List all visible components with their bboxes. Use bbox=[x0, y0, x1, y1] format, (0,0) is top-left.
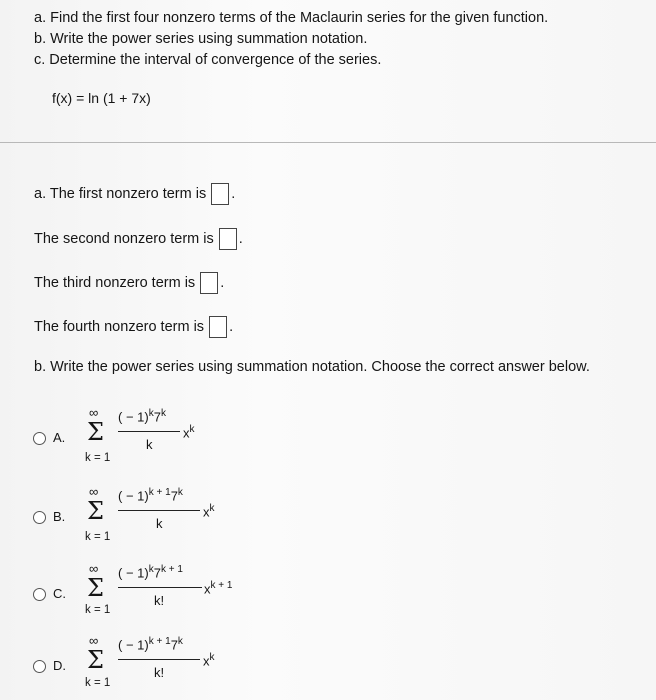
option-d-numerator: ( − $1)^{k + 1}7^k$ bbox=[118, 636, 183, 653]
fourth-term-answer-box[interactable] bbox=[209, 316, 227, 338]
option-a-letter: A. bbox=[53, 430, 66, 445]
third-term-answer-box[interactable] bbox=[200, 272, 218, 294]
first-term-row bbox=[34, 183, 235, 205]
third-term-label: The third nonzero term is bbox=[34, 275, 196, 291]
option-a-x-term: $x^k$ bbox=[183, 424, 195, 441]
option-a-numerator: ( − $1)^k7^k$ bbox=[118, 408, 166, 425]
instruction-a: a. Find the first four nonzero terms of the Maclaurin series for the given function. bbox=[34, 10, 549, 26]
option-b-denominator: k bbox=[156, 516, 163, 531]
option-b-sigma: Σ bbox=[87, 497, 104, 525]
option-c-radio[interactable] bbox=[33, 588, 46, 601]
part-b-prompt: b. Write the power series using summation notation. Choose the correct answer below. bbox=[34, 359, 590, 375]
option-c-letter: C. bbox=[53, 586, 66, 601]
option-b-upper-limit: ∞ bbox=[89, 484, 100, 499]
option-b-numerator: ( − $1)^{k + 1}7^k$ bbox=[118, 487, 183, 504]
option-c-denominator: k! bbox=[154, 593, 165, 608]
second-term-period: . bbox=[238, 231, 243, 247]
option-c-upper-limit: ∞ bbox=[89, 561, 100, 576]
section-divider bbox=[0, 142, 656, 143]
option-d-lower-limit: k = 1 bbox=[85, 677, 111, 689]
option-b-x-term: $x^k$ bbox=[203, 503, 215, 520]
option-b-fraction-bar bbox=[118, 510, 200, 511]
second-term-label: The second nonzero term is bbox=[34, 231, 214, 247]
second-term-answer-box[interactable] bbox=[219, 228, 237, 250]
fourth-term-label: The fourth nonzero term is bbox=[34, 319, 205, 335]
option-a-denominator: k bbox=[146, 437, 153, 452]
option-a-upper-limit: ∞ bbox=[89, 405, 100, 420]
option-d-x-term: $x^k$ bbox=[203, 652, 215, 669]
option-a-fraction-bar bbox=[118, 431, 180, 432]
option-c-x-term: $x^{k + 1}$ bbox=[204, 580, 233, 597]
option-d-fraction-bar bbox=[118, 659, 200, 660]
option-b-letter: B. bbox=[53, 509, 66, 524]
option-c-lower-limit: k = 1 bbox=[85, 604, 111, 616]
option-c-sigma: Σ bbox=[87, 574, 104, 602]
instruction-c: c. Determine the interval of convergence of the series. bbox=[34, 52, 382, 68]
option-a-radio[interactable] bbox=[33, 432, 46, 445]
option-d-radio[interactable] bbox=[33, 660, 46, 673]
instruction-b: b. Write the power series using summation notation. bbox=[34, 31, 368, 47]
first-term-period: . bbox=[231, 186, 236, 202]
first-term-answer-box[interactable] bbox=[211, 183, 229, 205]
first-term-label: a. The first nonzero term is bbox=[34, 186, 207, 202]
third-term-period: . bbox=[220, 275, 225, 291]
fourth-term-row bbox=[34, 316, 233, 338]
option-d-upper-limit: ∞ bbox=[89, 633, 100, 648]
option-d-letter: D. bbox=[53, 658, 66, 673]
option-d-sigma: Σ bbox=[87, 646, 104, 674]
given-function: f(x) = ln (1 + 7x) bbox=[52, 90, 151, 106]
option-b-radio[interactable] bbox=[33, 511, 46, 524]
option-b-lower-limit: k = 1 bbox=[85, 531, 111, 543]
option-a-lower-limit: k = 1 bbox=[85, 452, 111, 464]
option-d-denominator: k! bbox=[154, 665, 165, 680]
option-a-sigma: Σ bbox=[87, 418, 104, 446]
third-term-row bbox=[34, 272, 224, 294]
option-c-numerator: ( − $1)^k7^{k + 1}$ bbox=[118, 564, 183, 581]
fourth-term-period: . bbox=[229, 319, 234, 335]
option-c-fraction-bar bbox=[118, 587, 202, 588]
second-term-row bbox=[34, 228, 243, 250]
